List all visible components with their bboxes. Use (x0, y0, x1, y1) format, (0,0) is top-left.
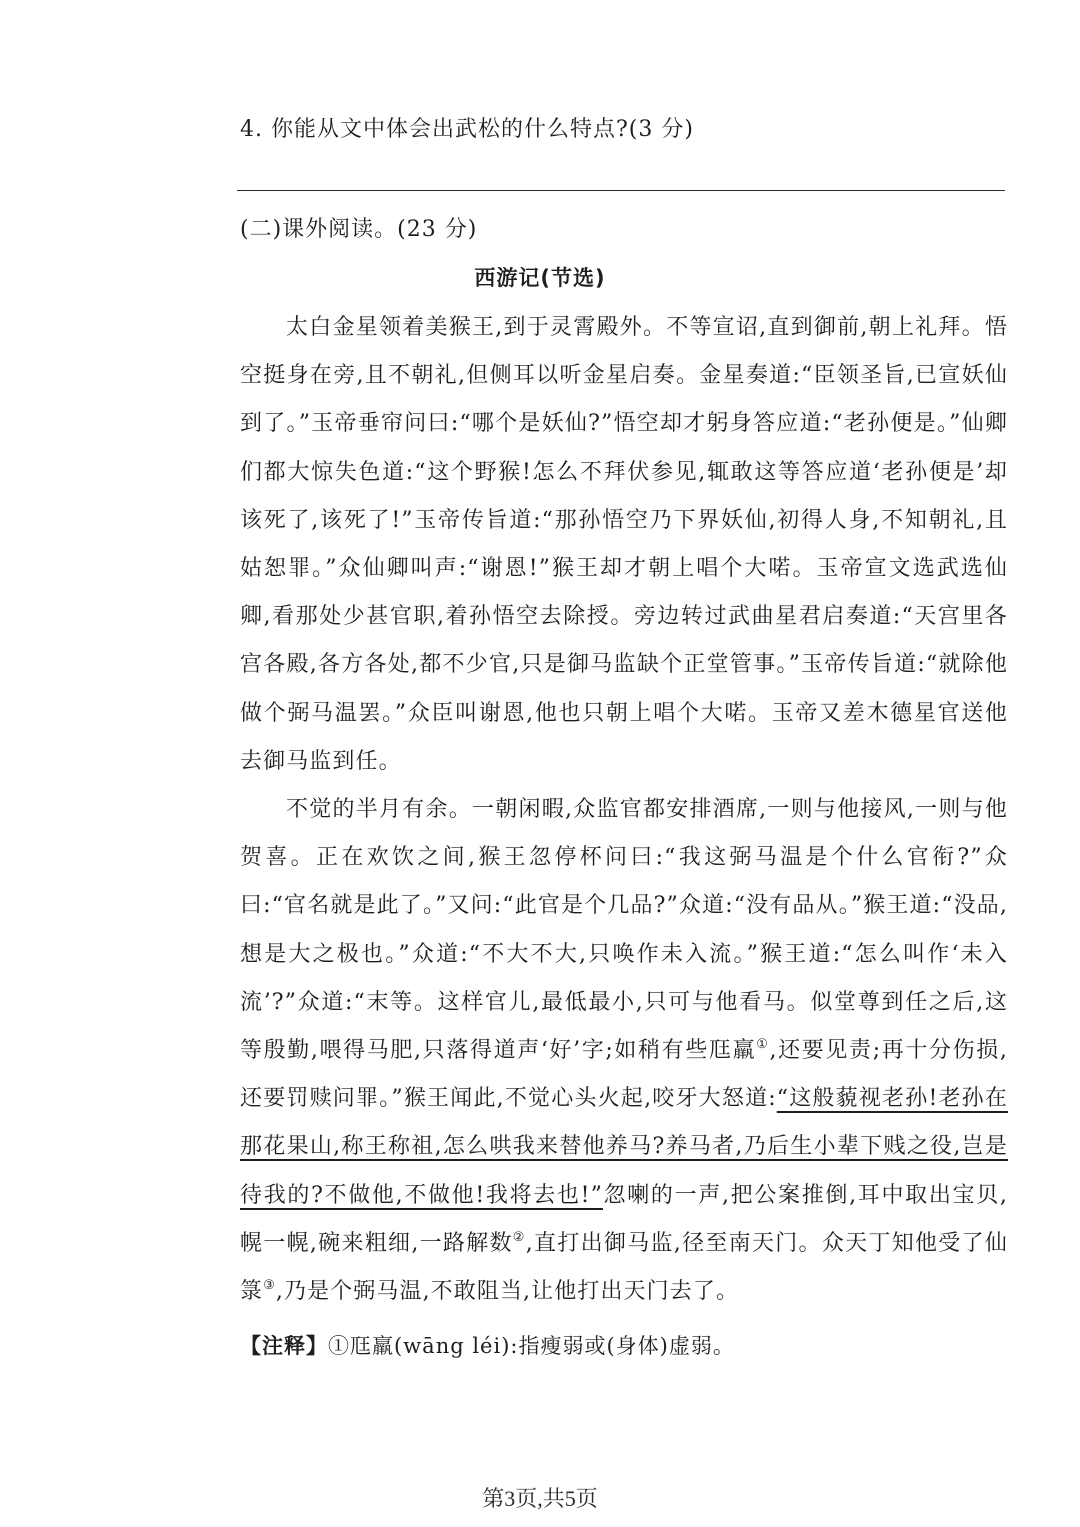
footnote-ref-2: ② (512, 1229, 526, 1245)
page-number: 第3页,共5页 (482, 1486, 598, 1511)
paragraph-2-part-b: ,还要见责;再十分伤损,还要罚赎问罪。”猴王闻此,不觉心头火起,咬牙大怒道: (240, 1038, 1008, 1112)
paragraph-2-part-d: ,直打出御马监,径至南天门。众天丁知他受了仙箓 (240, 1230, 1008, 1305)
paragraph-2 (240, 786, 1008, 1316)
paragraph-1: 太白金星领着美猴王,到于灵霄殿外。不等宣诏,直到御前,朝上礼拜。悟空挺身在旁,且不朝礼,但侧耳以听金星启奏。金星奏道:“臣领圣旨,已宣妖仙到了。”玉帝垂帘问曰:“哪个是妖仙?”悟空却才躬身答应道:“老孙便是。”仙卿们都大惊失色道:“这个野猴!怎么不拜伏参见,辄敢这等答应道‘老孙便是’却该死了,该死了!”玉帝传旨道:“那孙悟空乃下界妖仙,初得人身,不知朝礼,且姑恕罪。”众仙卿叫声:“谢恩!”猴王却才朝上唱个大喏。玉帝宣文选武选仙卿,看那处少甚官职,着孙悟空去除授。旁边转过武曲星君启奏道:“天宫里各宫各殿,各方各处,都不少官,只是御马监缺个正堂管事。”玉帝传旨道:“就除他做个弼马温罢。”众臣叫谢恩,他也只朝上唱个大喏。玉帝又差木德星官送他去御马监到任。 (240, 315, 1008, 774)
note-label: 【注释】 (240, 1334, 328, 1358)
footnote-ref-3: ③ (263, 1278, 276, 1294)
paragraph-2-part-e: ,乃是个弼马温,不敢阻当,让他打出天门去了。 (275, 1279, 740, 1305)
section-title: (二)课外阅读。(23 分) (240, 217, 478, 242)
question-4: 4. 你能从文中体会出武松的什么特点?(3 分) (240, 117, 694, 142)
article-body (240, 304, 1008, 1316)
note-text: ①尫羸(wāng léi):指瘦弱或(身体)虚弱。 (328, 1334, 735, 1358)
footnote-ref-1: ① (756, 1037, 770, 1053)
paragraph-2-part-c: 忽喇的一声,把公案推倒,耳中取出宝贝,幌一幌,碗来粗细,一路解数 (240, 1182, 1008, 1256)
paragraph-2-part-a: 不觉的半月有余。一朝闲暇,众监官都安排酒席,一则与他接风,一则与他贺喜。正在欢饮之间,猴王忽停杯问曰:“我这弼马温是个什么官衔?”众曰:“官名就是此了。”又问:“此官是个几品?”众道:“没有品从。”猴王道:“没品,想是大之极也。”众道:“不大不大,只唤作未入流。”猴王道:“怎么叫作‘未入流’?”众道:“末等。这样官儿,最低最小,只可与他看马。似堂尊到任之后,这等殷勤,喂得马肥,只落得道声‘好’字;如稍有些尫羸 (240, 797, 1008, 1064)
underlined-quote: “这般藐视老孙!老孙在那花果山,称王称祖,怎么哄我来替他养马?养马者,乃后生小辈下贱之役,岂是待我的?不做他,不做他!我将去也!” (240, 1086, 1008, 1208)
article-title: 西游记(节选) (474, 266, 606, 290)
answer-line (237, 190, 1005, 191)
annotation-note (240, 1330, 735, 1360)
